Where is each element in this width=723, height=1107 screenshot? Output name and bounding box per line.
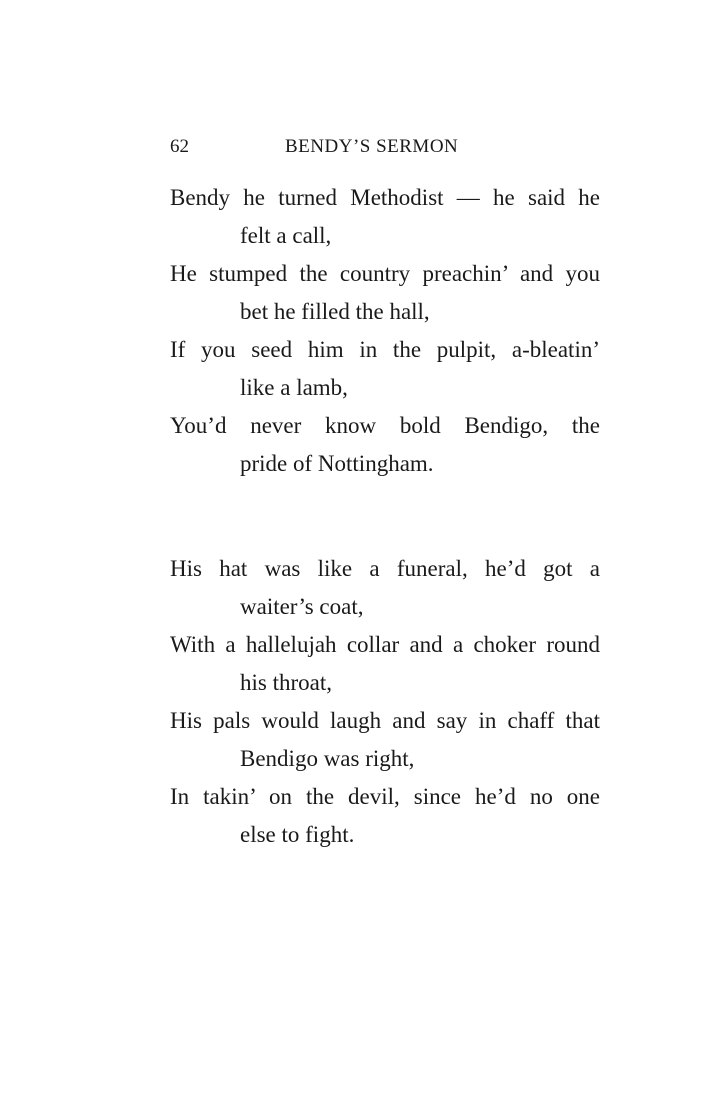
running-head xyxy=(170,134,600,160)
page-number: 62 xyxy=(170,136,189,157)
running-title: BENDY’S SERMON xyxy=(285,136,459,157)
line-text: If you seed him in the pulpit, a-bleatin’ xyxy=(170,337,600,362)
line-turnover: his throat, xyxy=(240,670,332,695)
verse-line xyxy=(170,259,600,335)
line-text: He stumped the country preachin’ and you xyxy=(170,261,600,286)
stanza-1 xyxy=(170,183,600,487)
line-text: You’d never know bold Bendigo, the xyxy=(170,413,600,438)
line-turnover: like a lamb, xyxy=(240,375,348,400)
verse-line xyxy=(170,411,600,487)
line-turnover: felt a call, xyxy=(240,223,332,248)
line-turnover: waiter’s coat, xyxy=(240,594,364,619)
line-text: Bendy he turned Methodist — he said he xyxy=(170,185,600,210)
verse-line xyxy=(170,630,600,706)
stanza-2 xyxy=(170,554,600,858)
line-text: His pals would laugh and say in chaff that xyxy=(170,708,600,733)
verse-line xyxy=(170,554,600,630)
line-text: His hat was like a funeral, he’d got a xyxy=(170,556,600,581)
line-text: With a hallelujah collar and a choker round xyxy=(170,632,600,657)
verse-line xyxy=(170,706,600,782)
verse-line xyxy=(170,183,600,259)
verse-line xyxy=(170,782,600,858)
verse-line xyxy=(170,335,600,411)
line-turnover: Bendigo was right, xyxy=(240,746,415,771)
line-turnover: pride of Nottingham. xyxy=(240,451,434,476)
line-turnover: else to fight. xyxy=(240,822,355,847)
line-turnover: bet he filled the hall, xyxy=(240,299,430,324)
line-text: In takin’ on the devil, since he’d no one xyxy=(170,784,600,809)
